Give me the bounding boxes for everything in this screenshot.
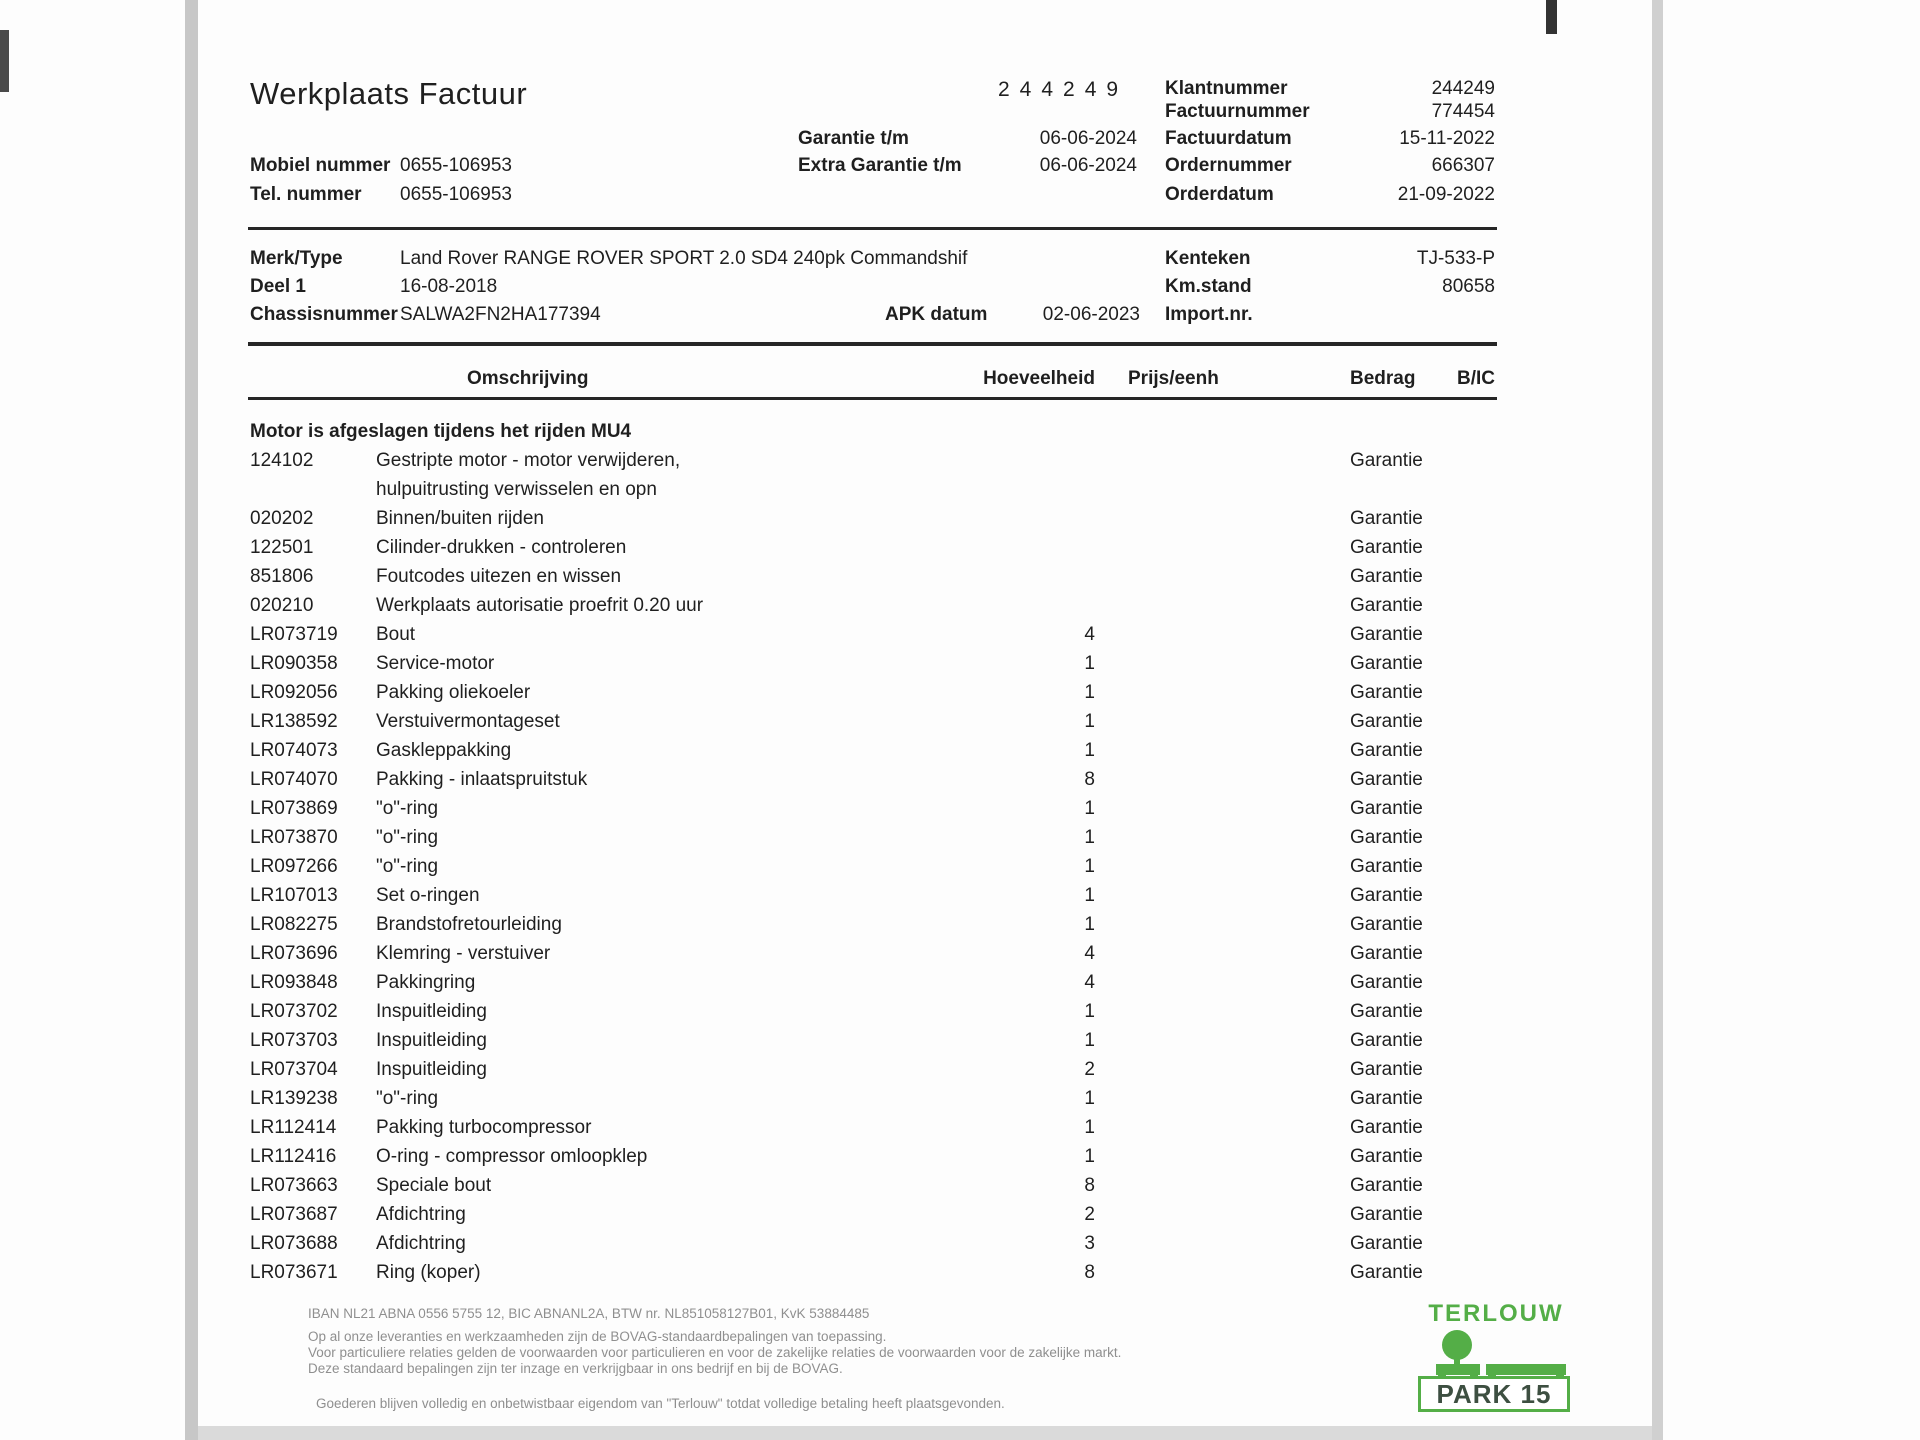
table-row	[250, 533, 1495, 562]
extra-garantie-label: Extra Garantie t/m	[798, 155, 962, 176]
row-bedrag: Garantie	[1350, 943, 1423, 964]
factuurdatum-value: 15-11-2022	[1399, 128, 1495, 149]
row-quantity: 1	[1084, 711, 1095, 732]
row-description: Gestripte motor - motor verwijderen, hulpuitrusting verwisselen en opn	[376, 450, 681, 500]
row-description: Ring (koper)	[376, 1262, 481, 1283]
table-row	[250, 1113, 1495, 1142]
row-quantity: 4	[1084, 972, 1095, 993]
row-description: Cilinder-drukken - controleren	[376, 537, 627, 558]
row-bedrag: Garantie	[1350, 914, 1423, 935]
logo-park15-badge: PARK 15	[1418, 1376, 1570, 1412]
garantie-value: 06-06-2024	[1039, 128, 1137, 149]
row-bedrag: Garantie	[1350, 508, 1423, 529]
apk-datum-value: 02-06-2023	[1042, 304, 1140, 325]
row-quantity: 8	[1084, 1262, 1095, 1283]
row-code: LR112416	[250, 1146, 337, 1167]
mobiel-nummer-value: 0655-106953	[400, 155, 512, 176]
scan-edge-left	[185, 0, 198, 1440]
table-row	[250, 1026, 1495, 1055]
table-row	[250, 1084, 1495, 1113]
row-code: LR097266	[250, 856, 338, 877]
row-bedrag: Garantie	[1350, 595, 1423, 616]
merk-type-value: Land Rover RANGE ROVER SPORT 2.0 SD4 240pk Commandshif	[400, 248, 968, 269]
factuurnummer-label: Factuurnummer	[1165, 101, 1310, 122]
row-code: LR073704	[250, 1059, 338, 1080]
row-bedrag: Garantie	[1350, 1059, 1423, 1080]
row-quantity: 3	[1084, 1233, 1095, 1254]
tel-nummer-label: Tel. nummer	[250, 184, 362, 205]
row-code: LR073702	[250, 1001, 338, 1022]
row-description: Speciale bout	[376, 1175, 492, 1196]
row-bedrag: Garantie	[1350, 972, 1423, 993]
footer-line: Voor particuliere relaties gelden de voorwaarden voor particulieren en voor de zakelijke relaties de voorwaarden voor de zakelijke markt.	[308, 1345, 1122, 1360]
mobiel-nummer-label: Mobiel nummer	[250, 155, 391, 176]
table-row	[250, 678, 1495, 707]
row-description: Inspuitleiding	[376, 1001, 487, 1022]
row-bedrag: Garantie	[1350, 827, 1423, 848]
row-code: LR074070	[250, 769, 338, 790]
table-row	[250, 765, 1495, 794]
row-code: LR073703	[250, 1030, 338, 1051]
col-hoeveelheid: Hoeveelheid	[983, 368, 1095, 389]
ordernummer-value: 666307	[1431, 155, 1495, 176]
row-quantity: 1	[1084, 798, 1095, 819]
table-row	[250, 591, 1495, 620]
col-bedrag: Bedrag	[1350, 368, 1416, 389]
row-description: O-ring - compressor omloopklep	[376, 1146, 648, 1167]
row-description: "o"-ring	[376, 1088, 439, 1109]
chassisnummer-value: SALWA2FN2HA177394	[400, 304, 601, 325]
table-row	[250, 968, 1495, 997]
row-description: Inspuitleiding	[376, 1030, 487, 1051]
row-bedrag: Garantie	[1350, 711, 1423, 732]
row-bedrag: Garantie	[1350, 653, 1423, 674]
klantnummer-label: Klantnummer	[1165, 78, 1288, 99]
row-bedrag: Garantie	[1350, 1001, 1423, 1022]
row-bedrag: Garantie	[1350, 1146, 1423, 1167]
row-bedrag: Garantie	[1350, 1204, 1423, 1225]
row-quantity: 1	[1084, 1117, 1095, 1138]
row-code: LR139238	[250, 1088, 338, 1109]
row-bedrag: Garantie	[1350, 624, 1423, 645]
row-description: Service-motor	[376, 653, 495, 674]
table-row	[250, 620, 1495, 649]
scan-mark-top-right	[1546, 0, 1557, 34]
row-code: LR073696	[250, 943, 338, 964]
row-quantity: 1	[1084, 740, 1095, 761]
factuurnummer-value: 774454	[1431, 101, 1495, 122]
row-description: "o"-ring	[376, 827, 439, 848]
row-bedrag: Garantie	[1350, 798, 1423, 819]
terlouw-park15-logo	[1418, 1300, 1574, 1412]
row-code: LR073663	[250, 1175, 338, 1196]
row-code: LR073719	[250, 624, 338, 645]
row-description: Set o-ringen	[376, 885, 480, 906]
scan-edge-right	[1652, 0, 1663, 1440]
deel-label: Deel 1	[250, 276, 306, 297]
row-description: Afdichtring	[376, 1233, 466, 1254]
table-row	[250, 736, 1495, 765]
row-code: 020202	[250, 508, 314, 529]
row-bedrag: Garantie	[1350, 1088, 1423, 1109]
footer-line: IBAN NL21 ABNA 0556 5755 12, BIC ABNANL2A, BTW nr. NL851058127B01, KvK 53884485	[308, 1306, 870, 1321]
apk-datum-label: APK datum	[885, 304, 988, 325]
divider-table-header	[248, 397, 1497, 400]
row-quantity: 8	[1084, 1175, 1095, 1196]
table-row	[250, 997, 1495, 1026]
row-code: LR073870	[250, 827, 338, 848]
col-bic: B/IC	[1457, 368, 1495, 389]
footer-line: Op al onze leveranties en werkzaamheden zijn de BOVAG-standaardbepalingen van toepassing.	[308, 1329, 887, 1344]
row-code: LR074073	[250, 740, 338, 761]
deel-value: 16-08-2018	[400, 276, 498, 297]
row-description: Pakking - inlaatspruitstuk	[376, 769, 588, 790]
table-row	[250, 707, 1495, 736]
kenteken-label: Kenteken	[1165, 248, 1251, 269]
row-quantity: 2	[1084, 1059, 1095, 1080]
row-description: Brandstofretourleiding	[376, 914, 562, 935]
row-code: LR073671	[250, 1262, 338, 1283]
row-description: Pakking oliekoeler	[376, 682, 531, 703]
logo-bench-tree-icon	[1418, 1328, 1574, 1374]
row-quantity: 4	[1084, 943, 1095, 964]
row-code: LR073687	[250, 1204, 338, 1225]
row-bedrag: Garantie	[1350, 1233, 1423, 1254]
chassisnummer-label: Chassisnummer	[250, 304, 398, 325]
row-code: LR082275	[250, 914, 338, 935]
row-bedrag: Garantie	[1350, 566, 1423, 587]
table-row	[250, 852, 1495, 881]
table-row	[250, 1171, 1495, 1200]
row-quantity: 2	[1084, 1204, 1095, 1225]
table-row	[250, 881, 1495, 910]
row-description: Klemring - verstuiver	[376, 943, 551, 964]
row-bedrag: Garantie	[1350, 769, 1423, 790]
parts-rows	[250, 446, 1495, 1287]
row-description: "o"-ring	[376, 856, 439, 877]
row-bedrag: Garantie	[1350, 537, 1423, 558]
km-stand-label: Km.stand	[1165, 276, 1252, 297]
orderdatum-value: 21-09-2022	[1397, 184, 1495, 205]
row-quantity: 1	[1084, 1001, 1095, 1022]
row-code: LR073688	[250, 1233, 338, 1254]
row-description: Pakkingring	[376, 972, 476, 993]
section-title: Motor is afgeslagen tijdens het rijden MU4	[250, 421, 632, 442]
row-description: Werkplaats autorisatie proefrit 0.20 uur	[376, 595, 704, 616]
table-row	[250, 1142, 1495, 1171]
row-code: LR112414	[250, 1117, 337, 1138]
row-code: 122501	[250, 537, 314, 558]
table-row	[250, 939, 1495, 968]
import-nr-label: Import.nr.	[1165, 304, 1253, 325]
row-description: Binnen/buiten rijden	[376, 508, 544, 529]
row-description: Pakking turbocompressor	[376, 1117, 592, 1138]
row-bedrag: Garantie	[1350, 1030, 1423, 1051]
row-bedrag: Garantie	[1350, 856, 1423, 877]
kenteken-value: TJ-533-P	[1416, 248, 1495, 269]
row-quantity: 1	[1084, 1146, 1095, 1167]
row-quantity: 1	[1084, 856, 1095, 877]
logo-brand-text: TERLOUW	[1428, 1300, 1564, 1327]
row-code: 124102	[250, 450, 314, 471]
row-quantity: 1	[1084, 914, 1095, 935]
row-bedrag: Garantie	[1350, 1262, 1423, 1283]
col-prijs-eenh: Prijs/eenh	[1128, 368, 1219, 389]
km-stand-value: 80658	[1442, 276, 1495, 297]
row-code: LR090358	[250, 653, 338, 674]
row-code: 851806	[250, 566, 314, 587]
row-code: 020210	[250, 595, 314, 616]
footer-retention-line: Goederen blijven volledig en onbetwistbaar eigendom van "Terlouw" totdat volledige betaling heeft plaatsgevonden.	[316, 1396, 1005, 1411]
row-bedrag: Garantie	[1350, 885, 1423, 906]
tel-nummer-value: 0655-106953	[400, 184, 512, 205]
row-quantity: 8	[1084, 769, 1095, 790]
page-title: Werkplaats Factuur	[250, 76, 528, 111]
row-bedrag: Garantie	[1350, 740, 1423, 761]
row-quantity: 1	[1084, 653, 1095, 674]
footer-line: Deze standaard bepalingen zijn ter inzage en verkrijgbaar in ons bedrijf en bij de BOVAG.	[308, 1361, 843, 1376]
col-omschrijving: Omschrijving	[467, 368, 589, 389]
table-row	[250, 562, 1495, 591]
row-quantity: 1	[1084, 1030, 1095, 1051]
row-bedrag: Garantie	[1350, 1117, 1423, 1138]
orderdatum-label: Orderdatum	[1165, 184, 1274, 205]
row-description: Verstuivermontageset	[376, 711, 560, 732]
merk-type-label: Merk/Type	[250, 248, 343, 269]
table-row	[250, 446, 1495, 504]
table-row	[250, 1258, 1495, 1287]
row-description: "o"-ring	[376, 798, 439, 819]
row-description: Afdichtring	[376, 1204, 466, 1225]
ordernummer-label: Ordernummer	[1165, 155, 1292, 176]
row-bedrag: Garantie	[1350, 450, 1423, 471]
extra-garantie-value: 06-06-2024	[1039, 155, 1137, 176]
table-row	[250, 649, 1495, 678]
divider-vehicle	[248, 342, 1497, 346]
garantie-label: Garantie t/m	[798, 128, 909, 149]
row-code: LR107013	[250, 885, 338, 906]
row-code: LR093848	[250, 972, 338, 993]
table-row	[250, 504, 1495, 533]
table-row	[250, 1055, 1495, 1084]
row-quantity: 1	[1084, 885, 1095, 906]
table-row	[250, 1200, 1495, 1229]
row-quantity: 4	[1084, 624, 1095, 645]
row-quantity: 1	[1084, 1088, 1095, 1109]
row-bedrag: Garantie	[1350, 1175, 1423, 1196]
row-code: LR073869	[250, 798, 338, 819]
row-bedrag: Garantie	[1350, 682, 1423, 703]
table-row	[250, 823, 1495, 852]
row-code: LR138592	[250, 711, 338, 732]
row-code: LR092056	[250, 682, 338, 703]
row-description: Inspuitleiding	[376, 1059, 487, 1080]
scan-mark-top-left	[0, 30, 9, 92]
row-description: Gaskleppakking	[376, 740, 512, 761]
row-quantity: 1	[1084, 682, 1095, 703]
table-row	[250, 1229, 1495, 1258]
row-description: Bout	[376, 624, 416, 645]
divider-header	[248, 227, 1497, 230]
row-description: Foutcodes uitezen en wissen	[376, 566, 622, 587]
klantnummer-value: 244249	[1431, 78, 1495, 99]
row-quantity: 1	[1084, 827, 1095, 848]
scan-edge-bottom	[198, 1426, 1652, 1440]
table-row	[250, 910, 1495, 939]
factuurdatum-label: Factuurdatum	[1165, 128, 1292, 149]
stamp-number: 244249	[998, 78, 1129, 101]
footer-terms	[308, 1306, 1121, 1377]
table-row	[250, 794, 1495, 823]
parts-table	[250, 417, 1495, 1287]
